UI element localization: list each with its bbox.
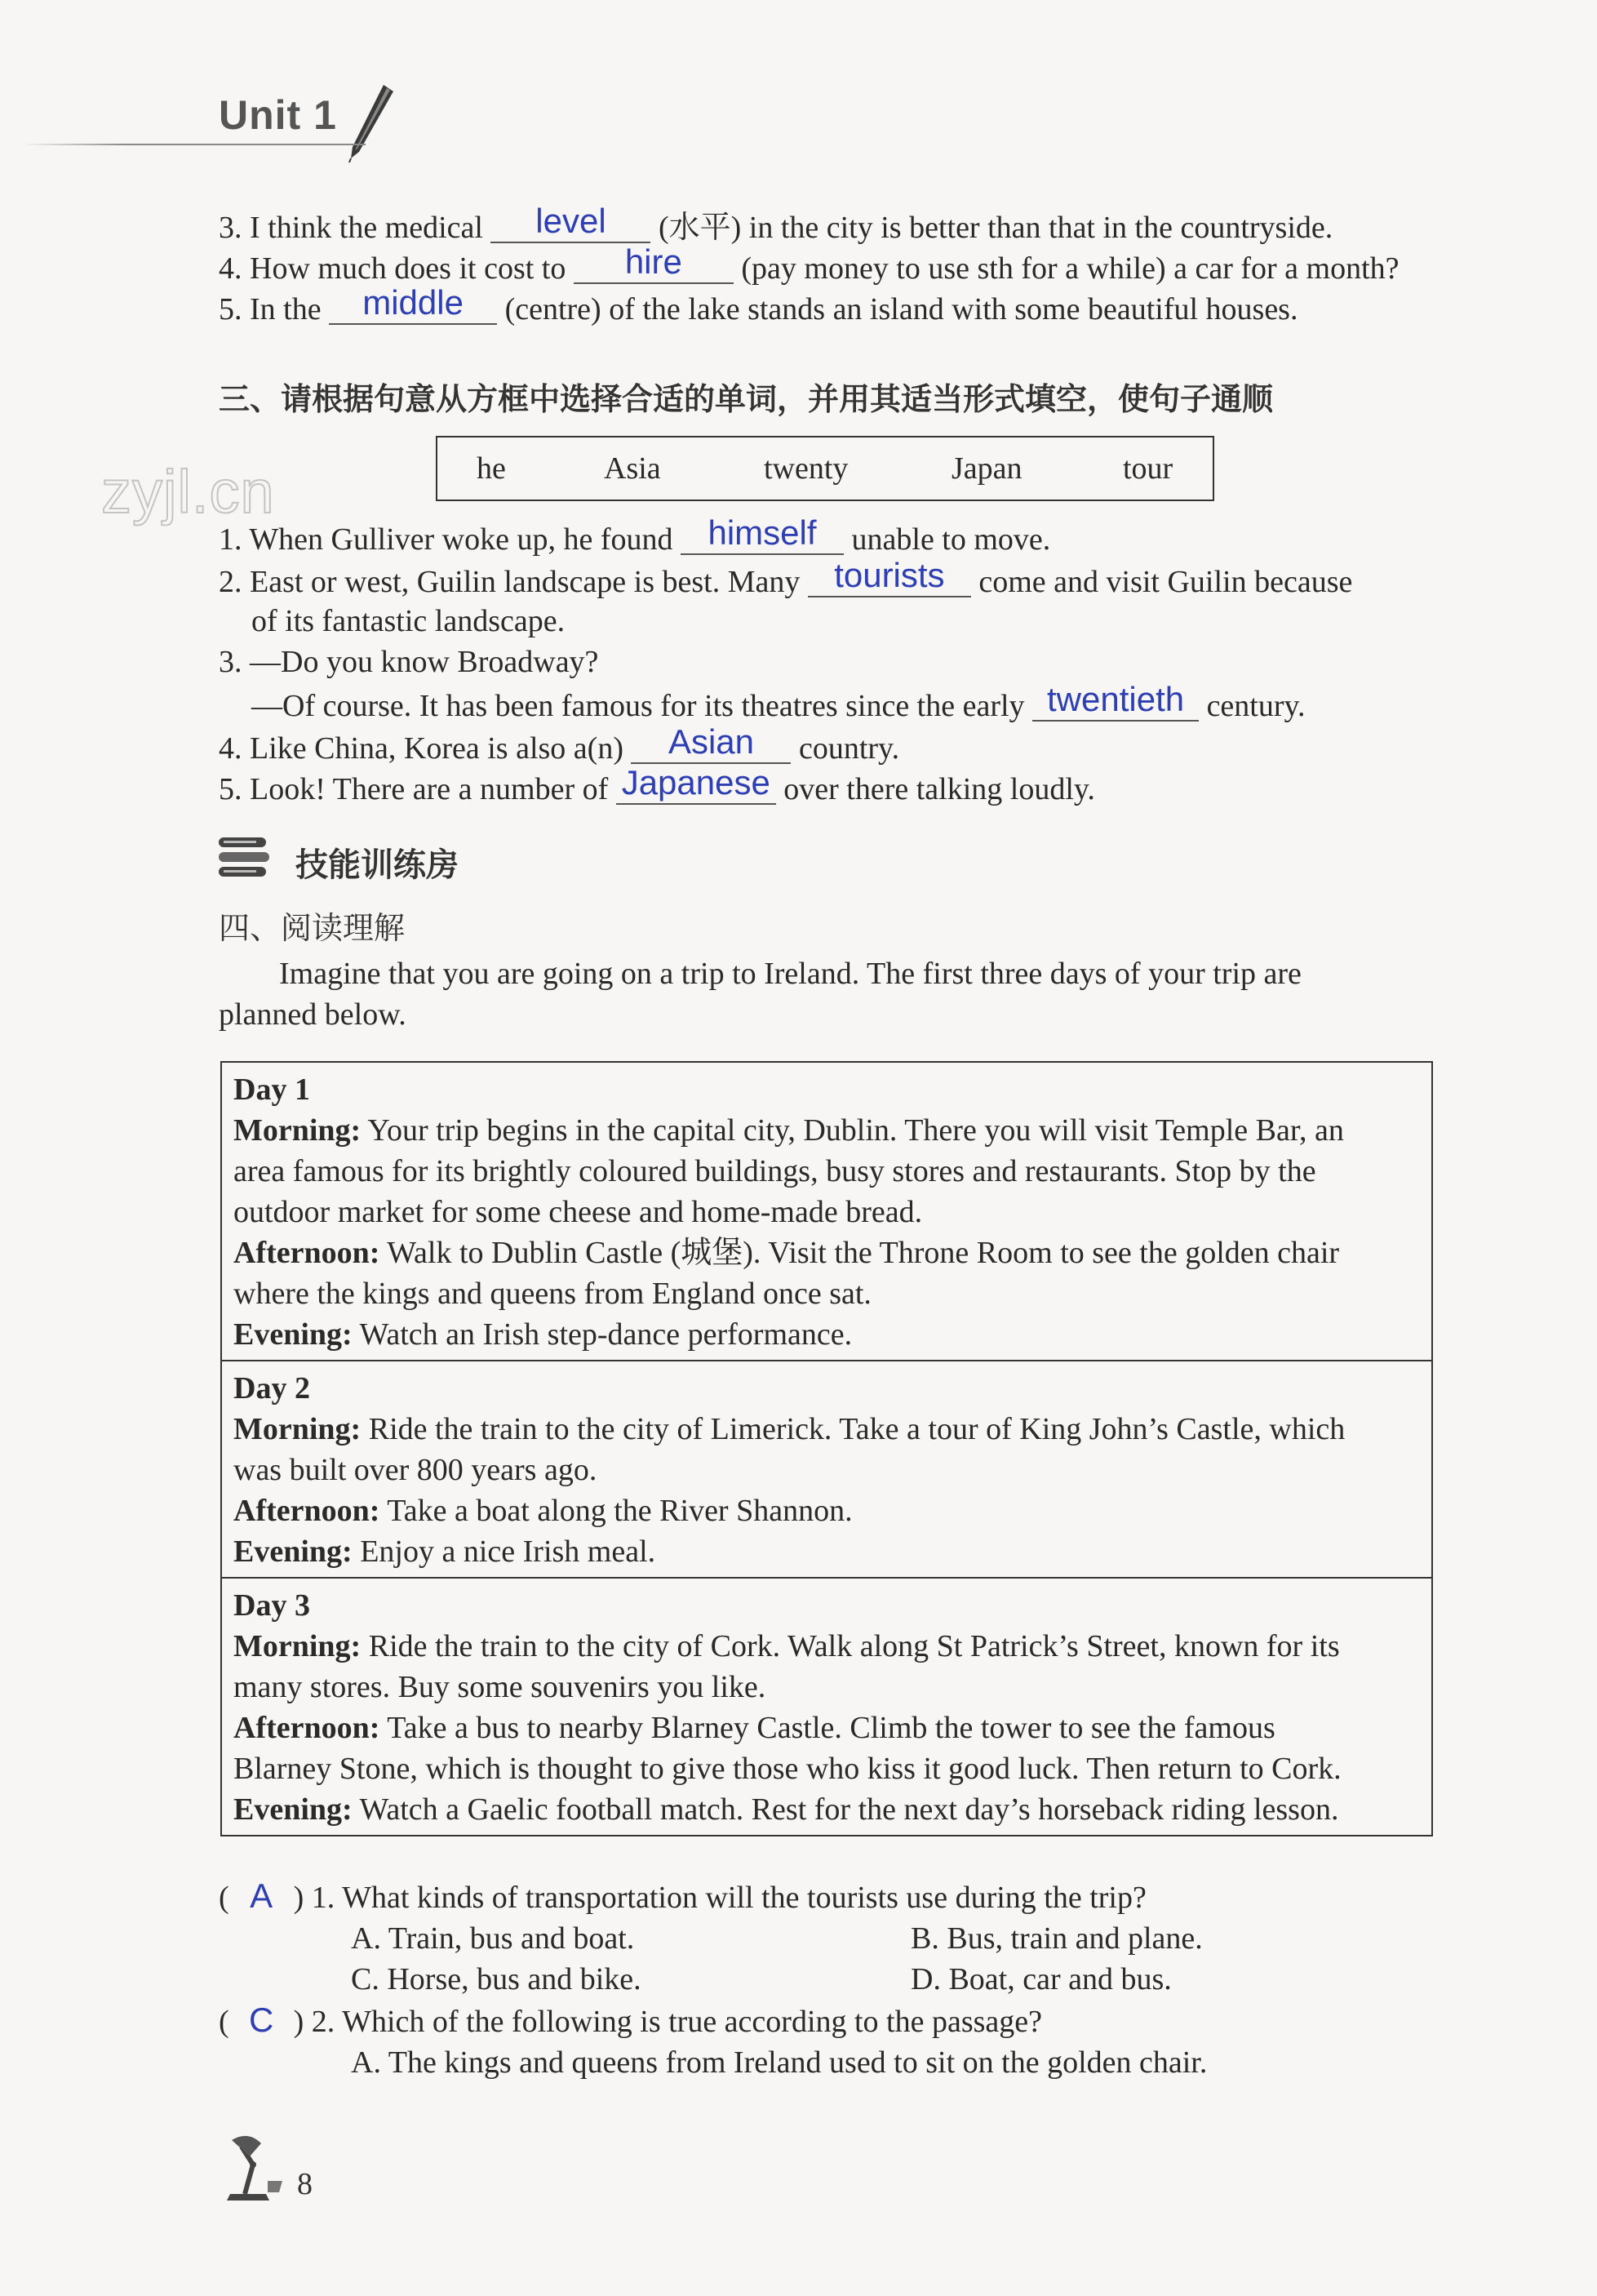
plan-text: Watch a Gaelic football match. Rest for the next day’s horseback riding lesson. xyxy=(359,1792,1339,1827)
plan-text: Watch an Irish step-dance performance. xyxy=(359,1317,853,1352)
day-title: Day 1 xyxy=(233,1073,310,1107)
mcq-question-1: ( A ) 1. What kinds of transportation will the tourists use during the trip? xyxy=(219,1876,1147,1915)
afternoon-label: Afternoon: xyxy=(233,1494,380,1528)
part2-item-4: 4. How much does it cost to hire (pay money to use sth for a while) a car for a month? xyxy=(219,242,1400,286)
skill-section-icon xyxy=(215,833,273,883)
plan-text: Your trip begins in the capital city, Dublin. There you will visit Temple Bar, an xyxy=(367,1113,1344,1148)
part3-question-2: 2. East or west, Guilin landscape is best. Many tourists come and visit Guilin because xyxy=(219,556,1353,599)
trip-plan-table xyxy=(220,1061,1433,1836)
day-title: Day 2 xyxy=(233,1371,310,1406)
plan-text: area famous for its brightly coloured buildings, busy stores and restaurants. Stop by the xyxy=(233,1154,1316,1188)
plan-text: Ride the train to the city of Cork. Walk along St Patrick’s Street, known for its xyxy=(368,1629,1340,1663)
plan-text: many stores. Buy some souvenirs you like. xyxy=(233,1670,766,1704)
reading-intro: Imagine that you are going on a trip to Ireland. The first three days of your trip are xyxy=(279,957,1302,991)
plan-text: outdoor market for some cheese and home-made bread. xyxy=(233,1195,923,1229)
morning-label: Morning: xyxy=(233,1113,362,1148)
evening-label: Evening: xyxy=(233,1317,353,1352)
day-2-block xyxy=(222,1360,1431,1577)
mcq-question-2: ( C ) 2. Which of the following is true according to the passage? xyxy=(219,2001,1043,2039)
day-3-block xyxy=(222,1577,1431,1835)
afternoon-label: Afternoon: xyxy=(233,1711,380,1745)
pen-icon xyxy=(341,82,398,163)
answer-blank[interactable]: himself xyxy=(681,517,844,555)
part3-question-5: 5. Look! There are a number of Japanese over there talking loudly. xyxy=(219,763,1095,806)
watermark: zyjl.cn xyxy=(101,458,275,526)
answer-blank[interactable]: Japanese xyxy=(616,767,776,805)
answer-blank[interactable]: tourists xyxy=(808,560,971,597)
part2-item-3: 3. I think the medical level (水平) in the city is better than that in the countryside. xyxy=(219,202,1333,245)
mcq-option: A. Train, bus and boat. xyxy=(351,1921,635,1956)
evening-label: Evening: xyxy=(233,1534,353,1569)
answer-blank[interactable]: middle xyxy=(329,287,497,325)
skills-title: 技能训练房 xyxy=(295,846,459,884)
plan-text: Walk to Dublin Castle (城堡). Visit the Throne Room to see the golden chair xyxy=(387,1236,1340,1270)
day-1-block xyxy=(222,1063,1431,1360)
plan-text: Enjoy a nice Irish meal. xyxy=(360,1534,656,1569)
plan-text: Take a bus to nearby Blarney Castle. Climb the tower to see the famous xyxy=(387,1711,1275,1745)
mcq-option: A. The kings and queens from Ireland used to sit on the golden chair. xyxy=(351,2045,1208,2080)
morning-label: Morning: xyxy=(233,1629,362,1663)
answer-blank[interactable]: hire xyxy=(574,246,734,284)
mcq-option: B. Bus, train and plane. xyxy=(911,1921,1203,1956)
part2-item-5: 5. In the middle (centre) of the lake stands an island with some beautiful houses. xyxy=(219,283,1298,326)
part3-heading: 三、请根据句意从方框中选择合适的单词，并用其适当形式填空，使句子通顺 xyxy=(219,381,1274,417)
answer-blank[interactable]: twentieth xyxy=(1032,684,1199,722)
answer-blank[interactable]: level xyxy=(490,206,650,243)
mcq-option: C. Horse, bus and bike. xyxy=(351,1962,641,1996)
answer-blank[interactable]: Asian xyxy=(631,726,791,764)
header-rule xyxy=(23,144,366,145)
word-box xyxy=(436,436,1214,501)
word-box-item: Asia xyxy=(604,451,661,486)
mcq-answer[interactable]: A xyxy=(250,1876,273,1915)
part3-question-1: 1. When Gulliver woke up, he found himself unable to move. xyxy=(219,513,1051,557)
morning-label: Morning: xyxy=(233,1412,362,1446)
part3-question-3-answer: —Of course. It has been famous for its theatres since the early twentieth century. xyxy=(251,680,1306,723)
reading-intro-cont: planned below. xyxy=(219,997,406,1032)
unit-title: Unit 1 xyxy=(219,92,337,138)
word-box-item: Japan xyxy=(952,451,1023,486)
word-box-item: tour xyxy=(1123,451,1173,486)
plan-text: Blarney Stone, which is thought to give those who kiss it good luck. Then return to Cork. xyxy=(233,1752,1342,1786)
word-box-item: twenty xyxy=(764,451,849,486)
plan-text: Take a boat along the River Shannon. xyxy=(387,1494,853,1528)
word-box-item: he xyxy=(477,451,506,486)
part3-question-3: 3. —Do you know Broadway? xyxy=(219,645,599,679)
plan-text: Ride the train to the city of Limerick. Take a tour of King John’s Castle, which xyxy=(368,1412,1346,1446)
part3-question-4: 4. Like China, Korea is also a(n) Asian country. xyxy=(219,722,900,766)
day-title: Day 3 xyxy=(233,1588,310,1623)
mcq-option: D. Boat, car and bus. xyxy=(911,1962,1172,1996)
evening-label: Evening: xyxy=(233,1792,353,1827)
mcq-answer[interactable]: C xyxy=(248,2001,274,2039)
part3-question-2-cont: of its fantastic landscape. xyxy=(251,604,566,638)
afternoon-label: Afternoon: xyxy=(233,1236,380,1270)
part4-heading: 四、阅读理解 xyxy=(219,910,406,946)
desk-lamp-icon xyxy=(220,2132,286,2205)
plan-text: was built over 800 years ago. xyxy=(233,1453,597,1487)
plan-text: where the kings and queens from England once sat. xyxy=(233,1277,872,1311)
page-number: 8 xyxy=(297,2167,313,2201)
